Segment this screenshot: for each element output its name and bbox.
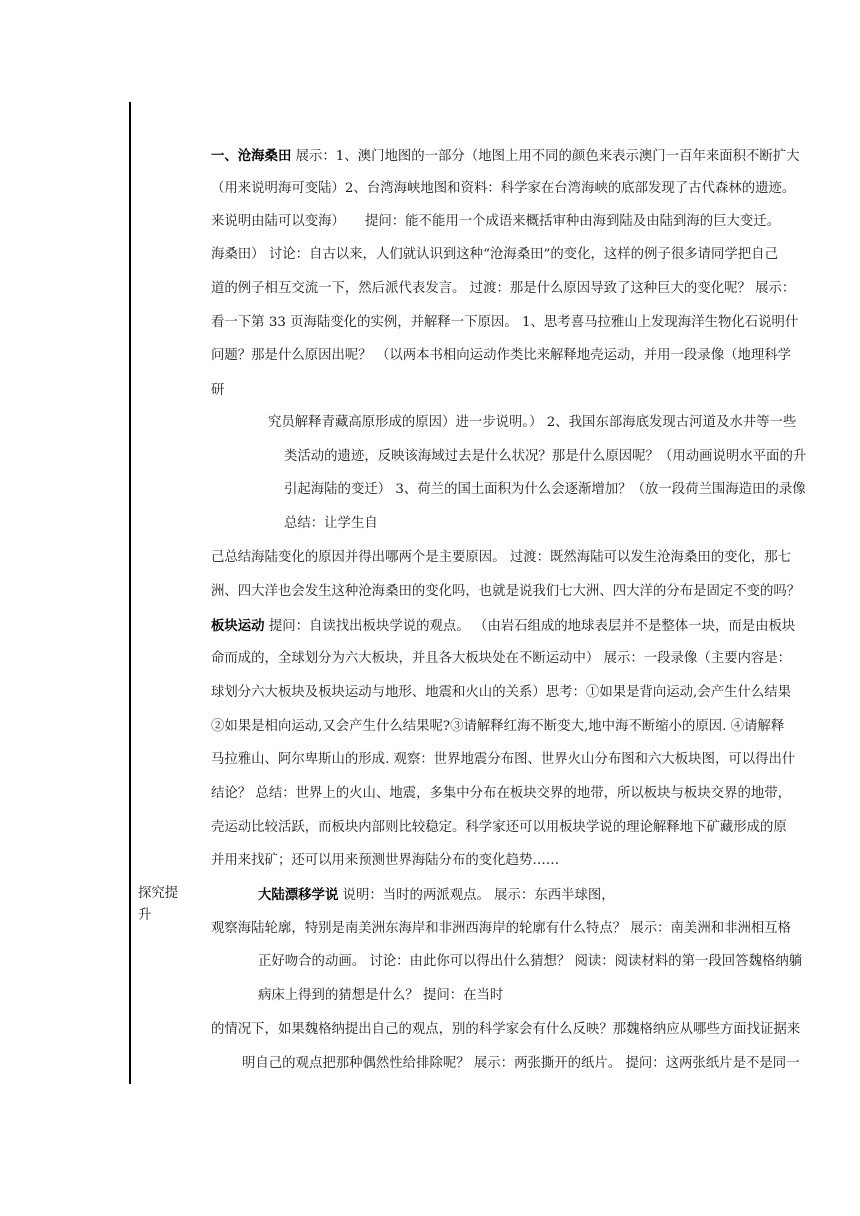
section-label-line-2: 升 xyxy=(138,908,152,923)
text-line-27: 的情况下，如果魏格纳提出自己的观点，别的科学家会有什么反映？那魏格纳应从哪些方面找证据来 xyxy=(211,1022,801,1037)
text-line-18: ②如果是相向运动,又会产生什么结果呢?③请解释红海不断变大,地中海不断缩小的原因. ④请解释 xyxy=(211,719,785,734)
text-line-7: 问题？那是什么原因出呢？ （以两本书相向运动作类比来解释地壳运动，并用一段录像（地理科学 xyxy=(211,348,792,363)
text-line-24: 观察海陆轮廓，特别是南美洲东海岸和非洲西海岸的轮廓有什么特点？ 展示：南美洲和非洲相互格 xyxy=(211,921,792,936)
text-line-2: （用来说明海可变陆）2、台湾海峡地图和资料：科学家在台湾海峡的底部发现了古代森林的遗迹。 xyxy=(211,181,796,196)
text-line-14: 洲、四大洋也会发生这种沧海桑田的变化吗，也就是说我们七大洲、四大洋的分布是固定不变的吗？ xyxy=(211,584,801,599)
heading-plate-motion: 板块运动 xyxy=(211,618,265,634)
section-label-line-1: 探究提 xyxy=(138,886,179,901)
text-line-3: 来说明由陆可以变海） 提问：能不能用一个成语来概括审种由海到陆及由陆到海的巨大变迁。 xyxy=(211,214,781,229)
text-line-6: 看一下第 33 页海陆变化的实例，并解释一下原因。 1、思考喜马拉雅山上发现海洋生物化石说明什 xyxy=(211,315,799,330)
text-line-26: 病床上得到的猜想是什么？ 提问：在当时 xyxy=(258,988,504,1003)
text-line-19: 马拉雅山、阿尔卑斯山的形成. 观察：世界地震分布图、世界火山分布图和六大板块图，可以得出什 xyxy=(211,752,796,767)
text-line-17: 球划分六大板块及板块运动与地形、地震和火山的关系）思考：①如果是背向运动,会产生什么结果 xyxy=(211,685,792,700)
text-line-12: 总结：让学生自 xyxy=(284,516,378,531)
table-left-border xyxy=(129,102,131,1084)
text-line-25: 正好吻合的动画。 讨论：由此你可以得出什么猜想？ 阅读：阅读材料的第一段回答魏格纳躺 xyxy=(258,954,803,969)
text-line-23: 大陆漂移学说 说明：当时的两派观点。 展示：东西半球图， xyxy=(258,887,615,903)
text-line-5: 道的例子相互交流一下，然后派代表发言。 过渡：那是什么原因导致了这种巨大的变化呢？ 展示： xyxy=(211,281,796,296)
heading-continental-drift: 大陆漂移学说 xyxy=(258,887,339,903)
text-line-22: 并用来找矿；还可以用来预测世界海陆分布的变化趋势…… xyxy=(211,853,560,868)
text-line-20: 结论？ 总结：世界上的火山、地震，多集中分布在板块交界的地带，所以板块与板块交界的地带， xyxy=(211,786,792,801)
text-line-13: 己总结海陆变化的原因并得出哪两个是主要原因。 过渡：既然海陆可以发生沧海桑田的变化，那七 xyxy=(211,550,792,565)
heading-canghai-sangtian: 一、沧海桑田 xyxy=(211,148,292,164)
text-line-10: 类活动的遗迹，反映该海域过去是什么状况？那是什么原因呢？（用动画说明水平面的升 xyxy=(284,449,807,464)
text-line-15: 板块运动 提问：自读找出板块学说的观点。 （由岩石组成的地球表层并不是整体一块，而是由板块 xyxy=(211,618,796,634)
section-label-cont xyxy=(138,907,151,925)
text-line-21: 壳运动比较活跃，而板块内部则比较稳定。科学家还可以用板块学说的理论解释地下矿藏形成的原 xyxy=(211,820,787,835)
text-line-1: 一、沧海桑田 展示：1、澳门地图的一部分（地图上用不同的颜色来表示澳门一百年来面积不断扩大 xyxy=(211,148,800,164)
text-line-28: 明自己的观点把那种偶然性给排除呢？ 展示：两张撕开的纸片。 提问：这两张纸片是不是同一 xyxy=(242,1056,800,1071)
text-line-8: 研 xyxy=(211,383,225,398)
section-label xyxy=(138,885,178,903)
text-line-16: 命而成的，全球划分为六大板块，并且各大板块处在不断运动中） 展示：一段录像（主要内容是： xyxy=(211,651,792,666)
text-line-11: 引起海陆的变迁） 3、荷兰的国土面积为什么会逐渐增加？（放一段荷兰围海造田的录像 xyxy=(284,482,806,497)
text-line-4: 海桑田） 讨论：自古以来，人们就认识到这种“沧海桑田”的变化，这样的例子很多请同学把自己 xyxy=(211,247,778,262)
text-line-9: 究员解释青藏高原形成的原因）进一步说明。） 2、我国东部海底发现古河道及水井等一些 xyxy=(268,415,797,430)
